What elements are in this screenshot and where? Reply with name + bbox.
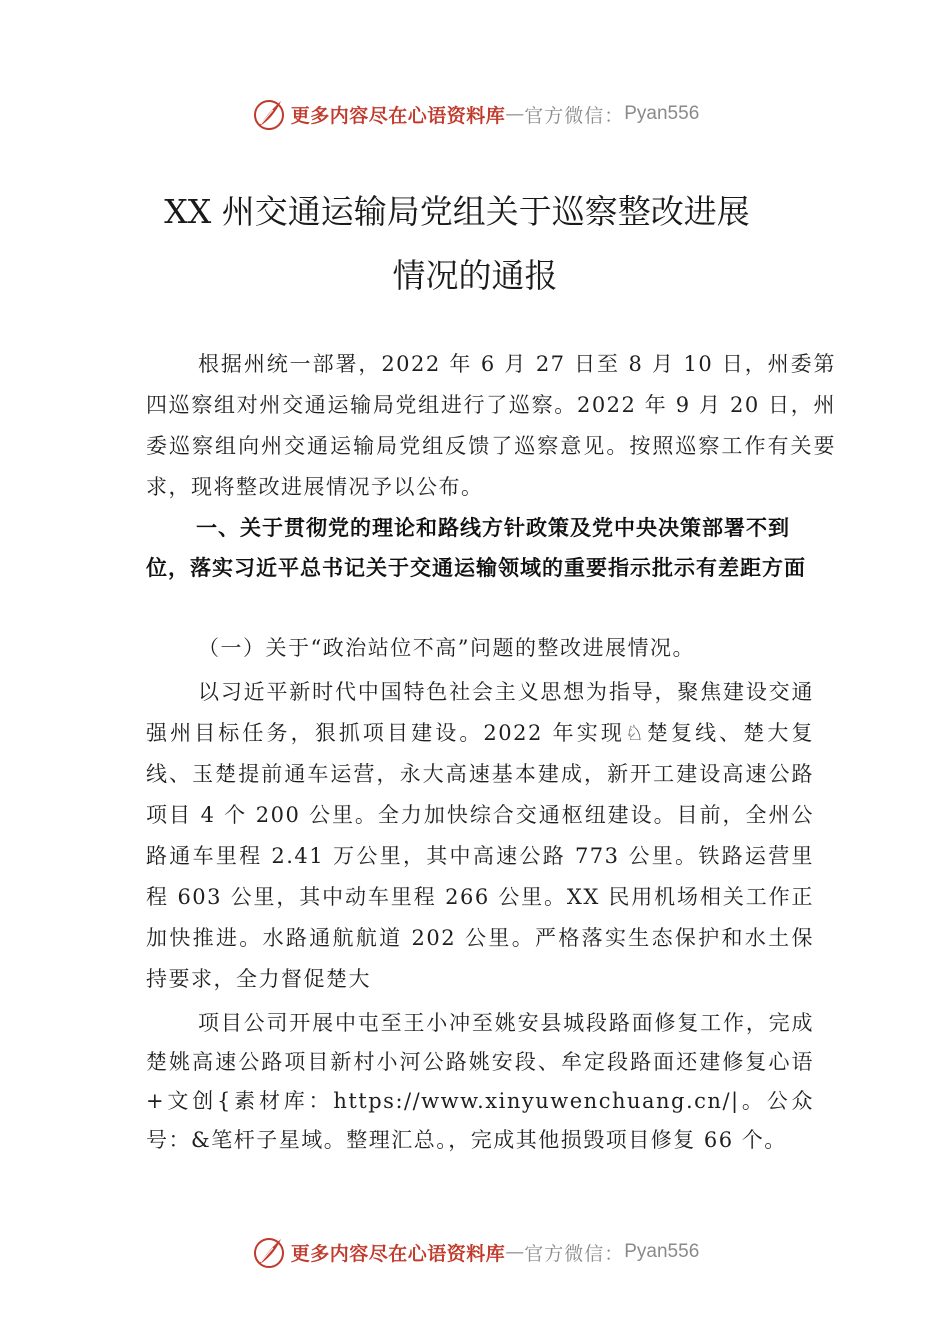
watermark-wechat-id: Pyan556 <box>624 1241 700 1262</box>
document-title-line1: XX 州交通运输局党组关于巡察整改进展 <box>164 192 750 231</box>
feather-pen-icon <box>251 96 287 132</box>
watermark-banner-top <box>0 94 950 134</box>
document-title-line2: 情况的通报 <box>392 256 558 295</box>
watermark-wechat-label: 官方微信： <box>524 1242 625 1265</box>
body-paragraph-1: 以习近平新时代中国特色社会主义思想为指导，聚焦建设交通强州目标任务，狠抓项目建设。2022 年实现♘楚复线、楚大复线、玉楚提前通车运营，永大高速基本建成，新开工建设高速公路项目 4 个 200 公里。全力加快综合交通枢纽建设。目前，全州公路通车里程 2.41 万公里，其中高速公路 773 公里。铁路运营里程 603 公里，其中动车里程 266 公里。XX 民用机场相关工作正加快推进。水路通航航道 202 公里。严格落实生态保护和水土保持要求，全力督促楚大 <box>146 680 814 991</box>
watermark-wechat-id: Pyan556 <box>624 103 700 124</box>
watermark-brand: 更多内容尽在心语资料库 <box>290 1242 506 1265</box>
section-heading-1: 一、关于贯彻党的理论和路线方针政策及党中央决策部署不到位，落实习近平总书记关于交通运输领域的重要指示批示有差距方面 <box>146 516 806 580</box>
feather-pen-icon <box>251 1234 287 1270</box>
intro-paragraph: 根据州统一部署，2022 年 6 月 27 日至 8 月 10 日，州委第四巡察组对州交通运输局党组进行了巡察。2022 年 9 月 20 日，州委巡察组向州交通运输局党组反馈了巡察意见。按照巡察工作有关要求，现将整改进展情况予以公布。 <box>146 352 836 499</box>
watermark-dash: — <box>505 103 525 125</box>
watermark-banner-bottom <box>0 1232 950 1272</box>
subsection-heading-1: （一）关于“政治站位不高”问题的整改进展情况。 <box>198 636 695 660</box>
watermark-brand: 更多内容尽在心语资料库 <box>290 104 506 127</box>
watermark-wechat-label: 官方微信： <box>524 104 625 127</box>
watermark-dash: — <box>505 1241 525 1263</box>
body-paragraph-2: 项目公司开展中屯至王小冲至姚安县城段路面修复工作，完成楚姚高速公路项目新村小河公路姚安段、牟定段路面还建修复心语+文创{素材库：https://www.xinyuwenchuang.cn/|。公众号：&笔杆子星域。整理汇总。，完成其他损毁项目修复 66 个。 <box>146 1011 814 1152</box>
